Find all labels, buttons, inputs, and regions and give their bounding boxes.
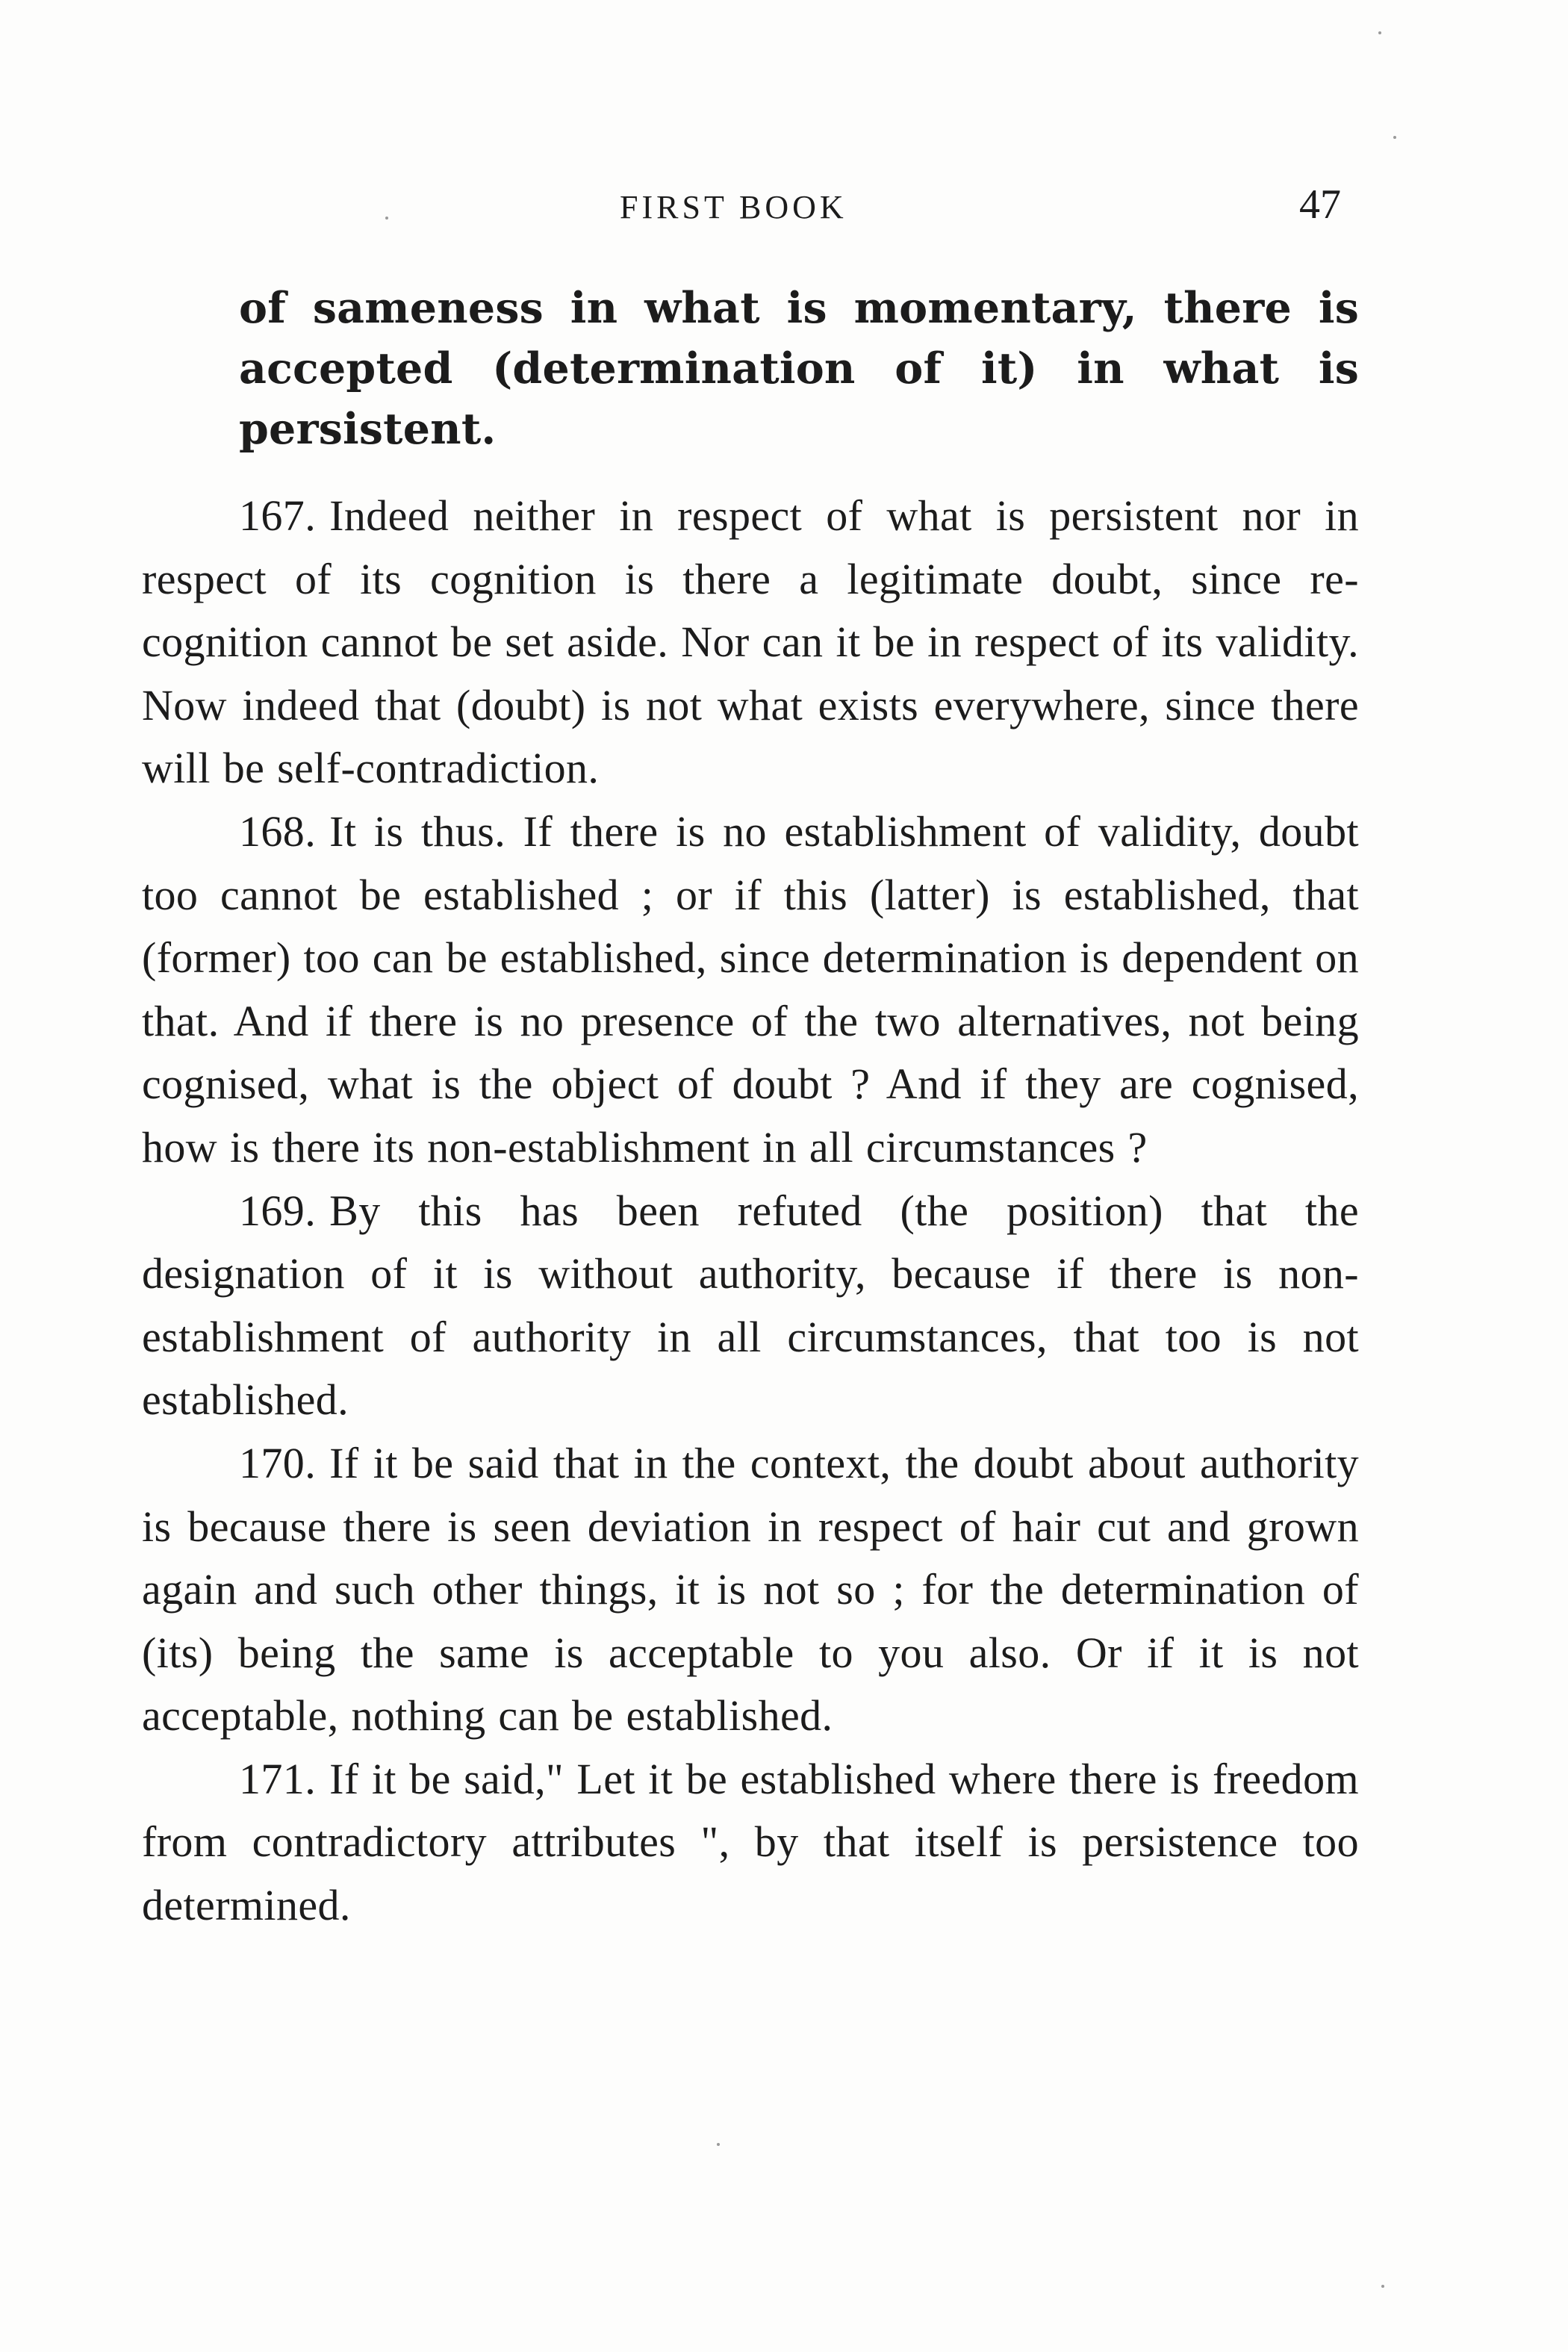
paper-speck <box>385 217 388 220</box>
paragraph-168 <box>142 800 1359 1180</box>
paper-speck <box>717 2143 720 2146</box>
paragraph-number: 170. <box>239 1438 317 1487</box>
paper-speck <box>1393 136 1396 139</box>
body-text <box>142 278 1359 1938</box>
paragraph-170 <box>142 1432 1359 1748</box>
paragraph-text: Indeed neither in respect of what is persistent nor in respect of its cognition is there a legitimate doubt, since re-cognition cannot be set aside. Nor can it be in respect of its validity. Now indeed that (doubt) is not what exists everywhere, since there will be self-contradiction. <box>142 491 1359 793</box>
paragraph-number: 169. <box>239 1186 317 1235</box>
paragraph-number: 171. <box>239 1754 317 1803</box>
paper-speck <box>1381 2285 1384 2288</box>
paragraph-number: 167. <box>239 491 317 540</box>
continuation-text: of sameness in what is momentary, there is accepted (determination of it) in what is persistent. <box>239 283 1359 454</box>
paragraph-167 <box>142 485 1359 800</box>
paragraph-171 <box>142 1748 1359 1938</box>
running-head <box>0 178 1568 237</box>
paper-speck <box>1378 31 1381 34</box>
paragraph-text: By this has been refuted (the position) that the designation of it is without authority, because if there is non-establishment of authority in all circumstances, that too is not established. <box>142 1186 1359 1425</box>
running-title: FIRST BOOK <box>620 189 847 225</box>
paragraph-text: If it be said that in the context, the doubt about authority is because there is seen deviation in respect of hair cut and grown again and such other things, it is not so ; for the determination of (its) being the same is acceptable to you also. Or if it is not acceptable, nothing can be established. <box>142 1438 1359 1740</box>
paragraph-number: 168. <box>239 806 317 856</box>
paragraph-text: If it be said," Let it be established where there is freedom from contradictory attributes ", by that itself is persistence too determined. <box>142 1754 1359 1930</box>
paragraph-169 <box>142 1180 1359 1432</box>
page-number: 47 <box>1299 181 1341 228</box>
paragraph-text: It is thus. If there is no establishment of validity, doubt too cannot be established ; or if this (latter) is established, that (former) too can be established, since determination is dependent on that. And if there is no presence of the two alternatives, not being cognised, what is the object of doubt ? And if they are cognised, how is there its non-establishment in all circumstances ? <box>142 806 1360 1172</box>
